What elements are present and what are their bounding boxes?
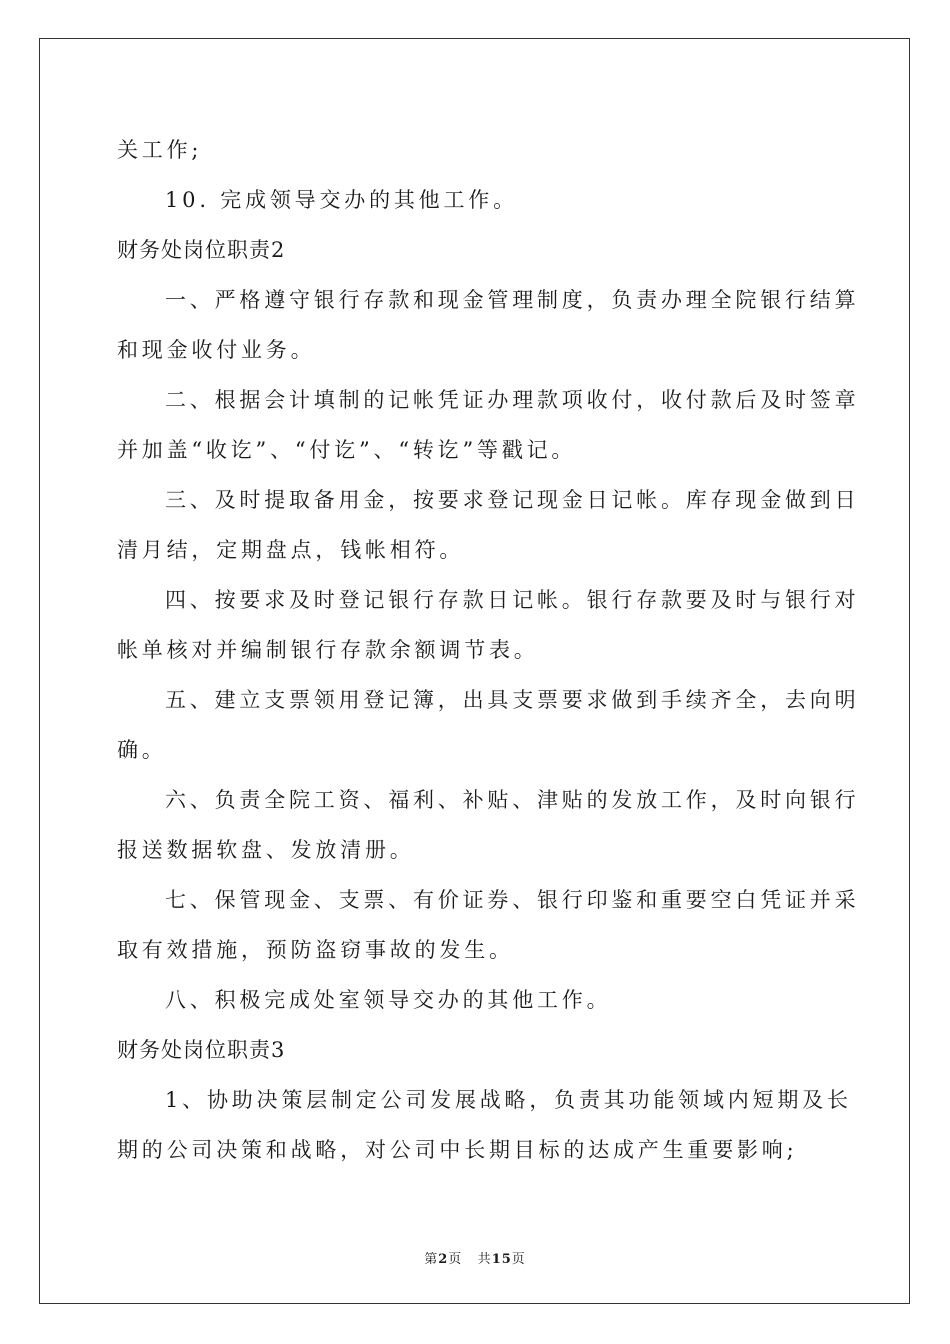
text-line: 六、负责全院工资、福利、补贴、津贴的发放工作，及时向银行: [165, 788, 860, 812]
page-border: [39, 38, 910, 1304]
text-line: 关工作;: [117, 138, 203, 162]
total-page-count: 15: [491, 1252, 512, 1267]
text-line: 确。: [117, 738, 167, 762]
text-line: 报送数据软盘、发放清册。: [117, 838, 415, 862]
text-line: 七、保管现金、支票、有价证券、银行印鉴和重要空白凭证并采: [165, 888, 860, 912]
page-suffix: 页: [448, 1252, 463, 1267]
total-prefix: 共: [477, 1252, 492, 1267]
text-line: 取有效措施，预防盗窃事故的发生。: [117, 938, 514, 962]
section-heading: 财务处岗位职责2: [117, 238, 286, 262]
text-line: 帐单核对并编制银行存款余额调节表。: [117, 638, 539, 662]
text-line: 四、按要求及时登记银行存款日记帐。银行存款要及时与银行对: [165, 588, 860, 612]
text-line: 并加盖“收讫”、“付讫”、“转讫”等戳记。: [117, 438, 577, 462]
text-line: 二、根据会计填制的记帐凭证办理款项收付，收付款后及时签章: [165, 388, 860, 412]
text-line: 期的公司决策和战略，对公司中长期目标的达成产生重要影响;: [117, 1138, 798, 1162]
text-line: 和现金收付业务。: [117, 338, 316, 362]
page-footer: [0, 1248, 950, 1267]
text-line: 三、及时提取备用金，按要求登记现金日记帐。库存现金做到日: [165, 488, 860, 512]
current-page-number: 2: [438, 1252, 449, 1267]
page-prefix: 第: [424, 1252, 439, 1267]
text-line: 1、协助决策层制定公司发展战略，负责其功能领域内短期及长: [165, 1088, 852, 1112]
total-suffix: 页: [511, 1252, 526, 1267]
text-line: 五、建立支票领用登记簿，出具支票要求做到手续齐全，去向明: [165, 688, 860, 712]
text-line: 一、严格遵守银行存款和现金管理制度，负责办理全院银行结算: [165, 288, 860, 312]
text-line: 清月结，定期盘点，钱帐相符。: [117, 538, 465, 562]
text-line: 八、积极完成处室领导交办的其他工作。: [165, 988, 612, 1012]
section-heading: 财务处岗位职责3: [117, 1038, 286, 1062]
text-line: 10. 完成领导交办的其他工作。: [165, 188, 518, 212]
